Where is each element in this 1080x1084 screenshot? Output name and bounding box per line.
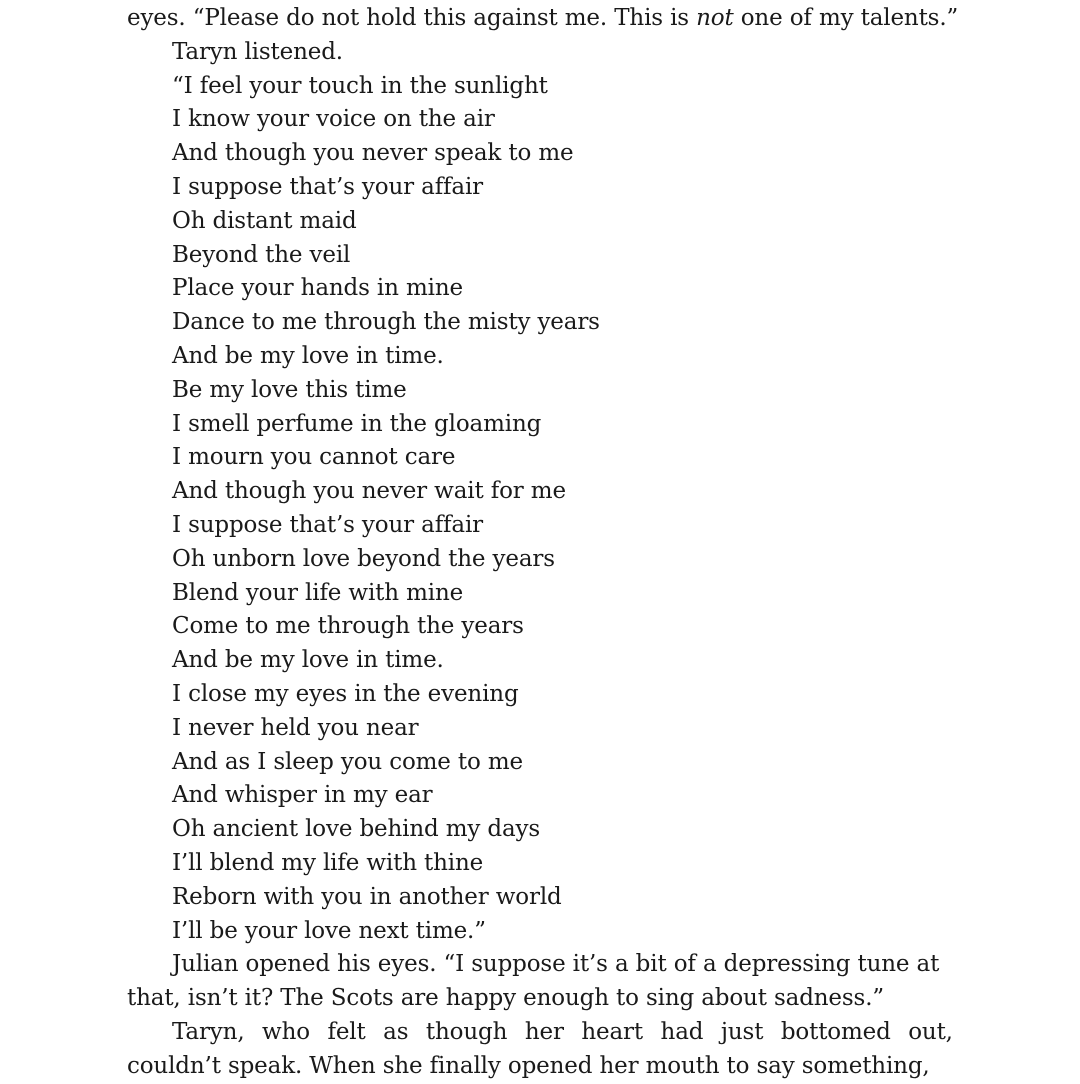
justified-word: felt <box>327 1018 366 1045</box>
song-line: Blend your life with mine <box>172 579 464 606</box>
book-page <box>127 2 959 1084</box>
opening-line-after: one of my talents.” <box>733 5 959 31</box>
justified-word: who <box>262 1018 310 1045</box>
song-line: And though you never wait for me <box>172 478 566 505</box>
justified-word: Taryn, <box>172 1018 245 1045</box>
song-line: Beyond the veil <box>172 241 351 268</box>
justified-word: her <box>524 1018 564 1045</box>
song-line: I suppose that’s your affair <box>172 173 484 200</box>
opening-line <box>127 2 959 36</box>
justified-word: as <box>383 1018 409 1045</box>
taryn-listened-line: Taryn listened. <box>172 38 343 65</box>
song-line: I’ll blend my life with thine <box>172 849 484 876</box>
song-line: I’ll be your love next time.” <box>172 917 486 944</box>
song-lyrics <box>127 70 953 949</box>
song-line: And whisper in my ear <box>172 782 433 809</box>
emphasis-word: not <box>696 5 734 31</box>
justified-word: out, <box>908 1018 953 1045</box>
song-line: And be my love in time. <box>172 647 444 674</box>
song-line: And though you never speak to me <box>172 140 574 167</box>
song-line: I mourn you cannot care <box>172 444 456 471</box>
song-line: Oh ancient love behind my days <box>172 816 541 843</box>
song-line: Come to me through the years <box>172 613 524 640</box>
song-line: I smell perfume in the gloaming <box>172 410 542 437</box>
justified-word: heart <box>581 1018 643 1045</box>
song-line: I close my eyes in the evening <box>172 680 519 707</box>
justified-word: just <box>720 1018 764 1045</box>
taryn-paragraph <box>127 1016 953 1084</box>
song-line: I suppose that’s your affair <box>172 511 484 538</box>
song-line: Oh unborn love beyond the years <box>172 545 555 572</box>
song-line: “I feel your touch in the sunlight <box>172 72 548 99</box>
julian-paragraph-line-2: that, isn’t it? The Scots are happy enough to sing about sadness.” <box>127 985 884 1012</box>
taryn-paragraph-line-2: couldn’t speak. When she finally opened her mouth to say something, <box>127 1052 930 1079</box>
justified-word: had <box>660 1018 704 1045</box>
song-line: I know your voice on the air <box>172 106 495 133</box>
song-line: I never held you near <box>172 714 419 741</box>
justified-word: though <box>425 1018 508 1045</box>
song-line: Dance to me through the misty years <box>172 309 600 336</box>
song-line: Place your hands in mine <box>172 275 463 302</box>
song-line: Be my love this time <box>172 376 407 403</box>
opening-line-before: eyes. “Please do not hold this against me. This is <box>127 5 697 31</box>
taryn-paragraph-line-1 <box>127 1016 953 1050</box>
song-line: Oh distant maid <box>172 207 357 234</box>
song-line: And be my love in time. <box>172 342 444 369</box>
song-line: And as I sleep you come to me <box>172 748 523 775</box>
justified-word: bottomed <box>780 1018 891 1045</box>
julian-paragraph-line-1: Julian opened his eyes. “I suppose it’s a bit of a depressing tune at <box>172 951 940 978</box>
song-line: Reborn with you in another world <box>172 883 562 910</box>
julian-paragraph <box>127 948 953 1016</box>
